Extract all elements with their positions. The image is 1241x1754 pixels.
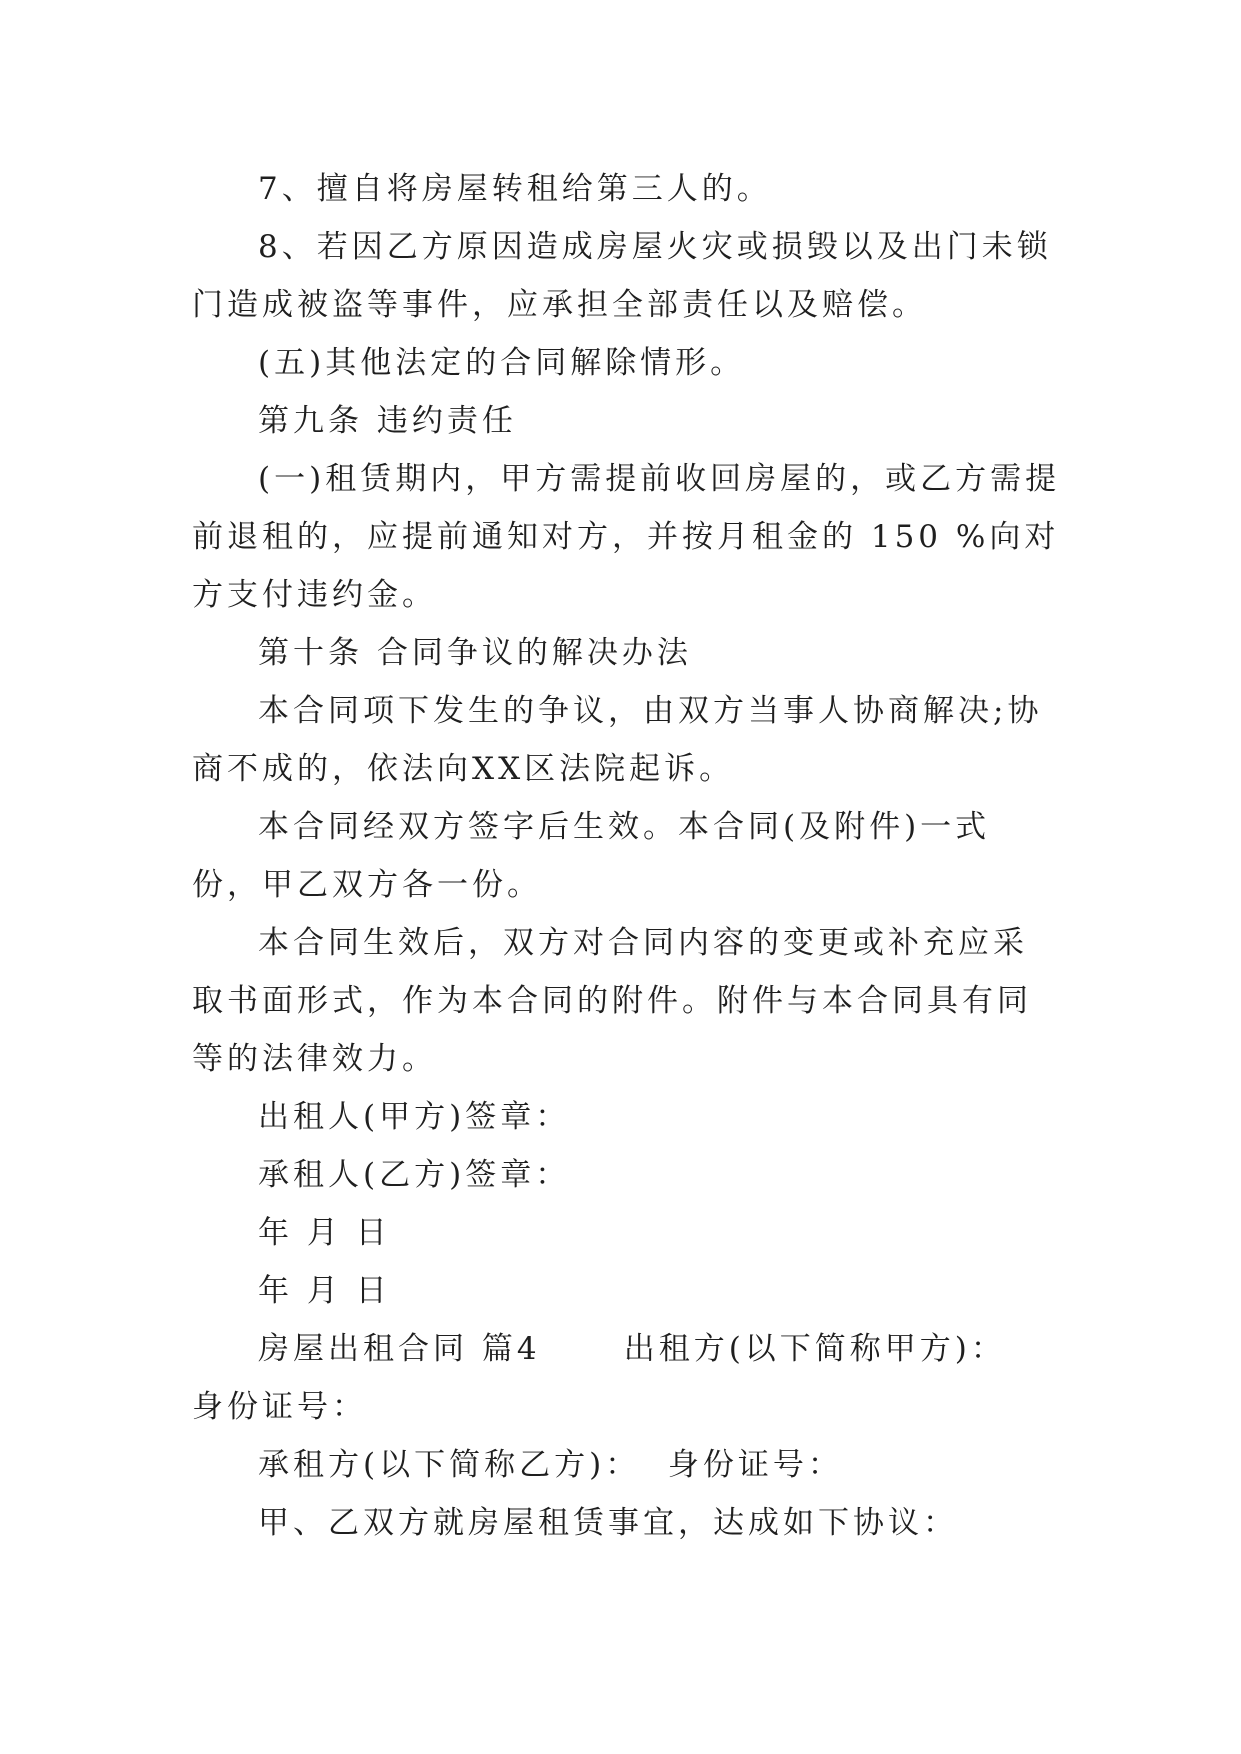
contract-4-lessee-line: 承租方(以下简称乙方)： 身份证号：: [258, 1447, 843, 1483]
agreement-intro-line: 甲、乙双方就房屋租赁事宜，达成如下协议：: [258, 1505, 958, 1541]
paragraph-effectiveness: 本合同经双方签字后生效。本合同(及附件)一式 份，甲乙双方各一份。: [192, 809, 991, 903]
lessee-signature-line: 承租人(乙方)签章：: [258, 1157, 571, 1193]
heading-article-10: 第十条 合同争议的解决办法: [258, 635, 692, 671]
lessor-signature-line: 出租人(甲方)签章：: [258, 1099, 571, 1135]
document-body: [192, 160, 1062, 1552]
contract-4-lessor-line: 房屋出租合同 篇4 出租方(以下简称甲方)： 身份证号：: [192, 1331, 1034, 1425]
paragraph-amendments: 本合同生效后，双方对合同内容的变更或补充应采取书面形式，作为本合同的附件。附件与本合同具有同等的法律效力。: [192, 925, 1032, 1077]
date-line-2: 年 月 日: [258, 1273, 391, 1309]
paragraph-clause-8: 8、若因乙方原因造成房屋火灾或损毁以及出门未锁门造成被盗等事件，应承担全部责任以及赔偿。: [192, 229, 1052, 323]
paragraph-dispute-resolution: 本合同项下发生的争议，由双方当事人协商解决;协商不成的，依法向XX区法院起诉。: [192, 693, 1043, 787]
paragraph-breach-liability: (一)租赁期内，甲方需提前收回房屋的，或乙方需提前退租的，应提前通知对方，并按月租金的 150 %向对方支付违约金。: [192, 461, 1061, 613]
heading-article-9: 第九条 违约责任: [258, 403, 517, 439]
date-line-1: 年 月 日: [258, 1215, 391, 1251]
paragraph-clause-7: 7、擅自将房屋转租给第三人的。: [258, 171, 772, 207]
paragraph-other-termination: (五)其他法定的合同解除情形。: [258, 345, 746, 381]
